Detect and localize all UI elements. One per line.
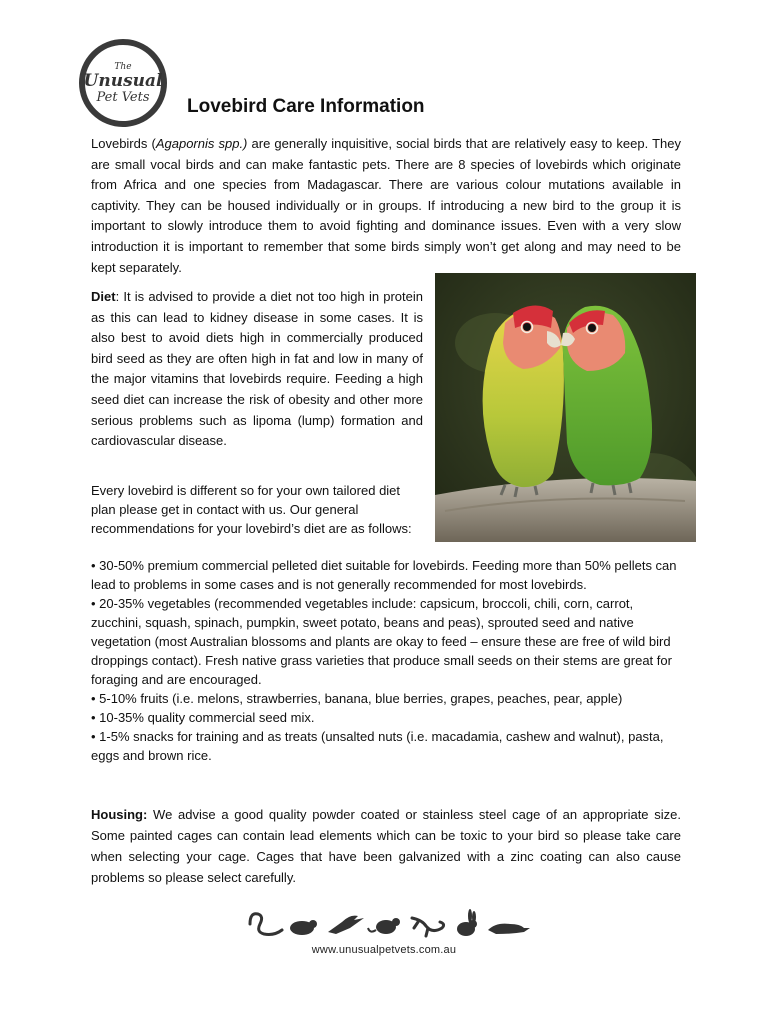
list-item: • 20-35% vegetables (recommended vegetables include: capsicum, broccoli, chili, corn, carrot, zucchini, squash, spinach, pumpkin, sweet potato, beans and peas), sprouted seed and native vegetation (most Australian blossoms and plants are okay to feed – ensure these are free of wild bird droppings contact). Fresh native grass varieties that produce small seeds on their stems are great for foraging and are encouraged. xyxy=(91,596,672,687)
logo-line-3: Pet Vets xyxy=(96,89,150,105)
list-item: • 30-50% premium commercial pelleted diet suitable for lovebirds. Feeding more than 50% pellets can lead to problems in some cases and is not generally recommended for most lovebirds. xyxy=(91,558,677,592)
list-item: • 1-5% snacks for training and as treats (unsalted nuts (i.e. macadamia, cashew and walnut), pasta, eggs and brown rice. xyxy=(91,729,664,763)
ferret-icon xyxy=(488,924,530,934)
animal-icons-strip xyxy=(246,906,536,940)
intro-paragraph xyxy=(91,134,681,278)
housing-label: Housing: xyxy=(91,807,148,822)
species-name: Agapornis spp.) xyxy=(155,136,248,151)
rat-icon xyxy=(368,918,400,934)
housing-paragraph xyxy=(91,804,681,888)
bird-icon xyxy=(328,916,364,934)
lizard-icon xyxy=(412,918,444,936)
snake-icon xyxy=(250,914,282,935)
guinea-pig-icon xyxy=(290,920,317,935)
rabbit-icon xyxy=(457,909,477,936)
logo-line-1: The xyxy=(114,61,132,72)
housing-text: We advise a good quality powder coated or stainless steel cage of an appropriate size. Some painted cages can contain lead elements which can be toxic to your bird so please take care when selecting your cage. Cages that have been galvanized with a zinc coating can also cause problems so please select carefully. xyxy=(91,807,681,885)
intro-post: are generally inquisitive, social birds that are relatively easy to keep. They are small vocal birds and can make fantastic pets. There are 8 species of lovebirds which originate from Africa and one species from Madagascar. There are various colour mutations available in captivity. They can be housed individually or in groups. If introducing a new bird to the group it is important to slowly introduce them to avoid fighting and dominance issues. Even with a very slow introduction it is important to remember that some birds simply won’t get along and may need to be kept separately. xyxy=(91,136,681,275)
logo-line-2: Unusual xyxy=(83,70,163,91)
diet-text: : It is advised to provide a diet not too high in protein as this can lead to kidney disease in some cases. It is also best to avoid diets high in commercially produced bird seed as they are often high in fat and low in many of the major vitamins that lovebirds require. Feeding a high seed diet can increase the risk of obesity and other more serious problems such as lipoma (lump) formation and cardiovascular disease. xyxy=(91,289,423,449)
diet-recommendation-list xyxy=(91,556,681,765)
clinic-logo xyxy=(79,39,167,127)
intro-pre: Lovebirds ( xyxy=(91,136,156,151)
diet-paragraph xyxy=(91,287,423,452)
diet-recommendation-intro: Every lovebird is different so for your own tailored diet plan please get in contact with us. Our general recommendations for your lovebird’s diet are as follows: xyxy=(91,483,412,536)
list-item: • 5-10% fruits (i.e. melons, strawberries, banana, blue berries, grapes, peaches, pear, apple) xyxy=(91,691,623,706)
page-title: Lovebird Care Information xyxy=(187,96,425,117)
website-url[interactable]: www.unusualpetvets.com.au xyxy=(311,944,457,956)
diet-label: Diet xyxy=(91,289,116,304)
lovebirds-photo xyxy=(435,273,696,542)
list-item: • 10-35% quality commercial seed mix. xyxy=(91,710,315,725)
